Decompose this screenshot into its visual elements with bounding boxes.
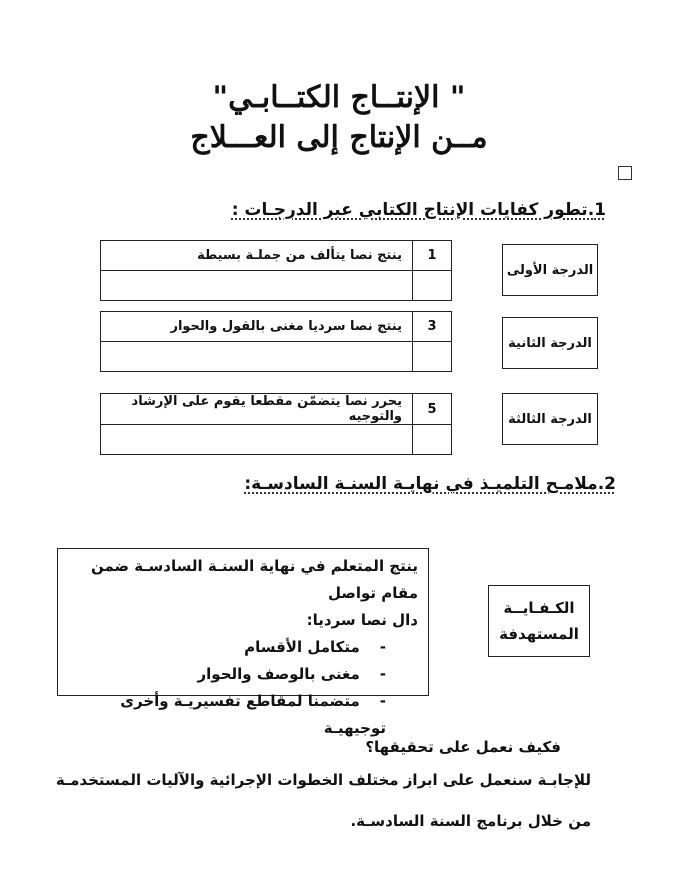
level-label-1: الدرجة الأولى [502,244,598,296]
outcome-box [57,548,429,737]
bullet-text: مغنى بالوصف والحوار [197,665,360,683]
target-competency-box [488,585,590,657]
closing-answer-line-2: من خلال برنامج السنة السادسـة. [350,812,591,830]
target-label-line-1: الكـفـايــة [503,599,575,617]
level-label-2: الدرجة الثانية [502,317,598,369]
section2-heading: 2.ملامـح التلميـذ في نهايـة السنـة السادسـة: [244,474,616,494]
closing-question: فكيف نعمل على تحقيقها؟ [365,738,561,756]
competency-table-1 [100,240,452,301]
competency-number: 1 [413,241,452,271]
checkbox[interactable] [618,166,632,180]
competency-table-3 [100,393,452,455]
empty-cell [101,425,413,455]
competency-number: 3 [413,312,452,342]
bullet-text: متكامل الأقسام [244,638,360,656]
empty-cell [101,271,413,301]
competency-text: ينتج نصا يتألف من جملـة بسيطة [101,241,413,271]
empty-cell [413,342,452,372]
empty-cell [101,342,413,372]
bullet-text: متضمنا لمقاطع تفسيريـة وأخرى توجيهيـة [120,692,386,737]
page-title: " الإنتــاج الكتــابـي" [212,80,466,115]
bullet-marker: - [379,665,386,683]
level-label-3: الدرجة الثالثة [502,393,598,445]
page-subtitle: مــن الإنتاج إلى العـــلاج [190,120,488,155]
outcome-bullet-1 [68,634,418,661]
empty-cell [413,425,452,455]
competency-text: يحرر نصا يتضمّن مقطعا يقوم على الإرشاد والتوجيه [101,394,413,425]
section1-heading: 1.تطور كفايات الإنتاج الكتابي عبر الدرجـات : [231,200,606,220]
competency-table-2 [100,311,452,372]
empty-cell [413,271,452,301]
outcome-bullet-3 [68,688,418,742]
competency-number: 5 [413,394,452,425]
target-label-line-2: المستهدفة [499,625,579,643]
outcome-bullet-2 [68,661,418,688]
closing-answer-line-1: للإجابـة سنعمل على ابراز مختلف الخطوات الإجرائية والآليات المستخدمـة [55,771,591,789]
outcome-line-1: ينتج المتعلم في نهاية السنـة السادسـة ضمن مقام تواصل [91,557,418,602]
outcome-line-2: دال نصا سرديا: [306,611,418,629]
bullet-marker: - [379,638,386,656]
competency-text: ينتج نصا سرديا مغنى بالقول والحوار [101,312,413,342]
bullet-marker: - [379,692,386,710]
